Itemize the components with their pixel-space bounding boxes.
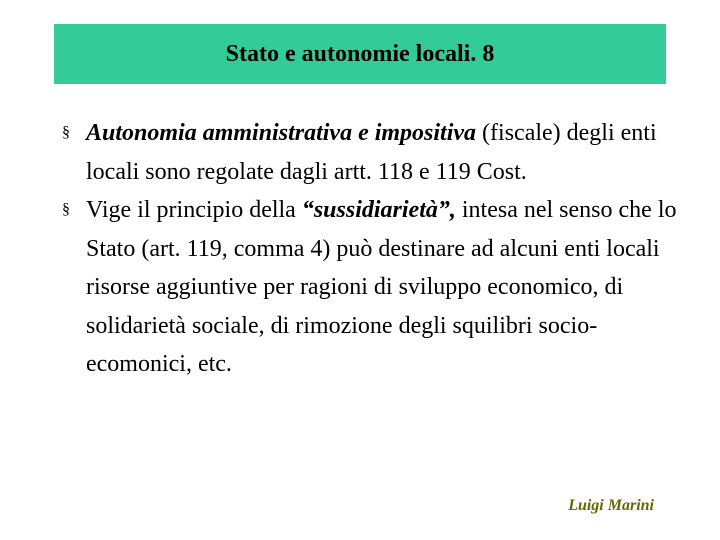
author-signature: Luigi Marini [568,497,654,514]
bullet-item-2 [62,191,702,384]
bullet-marker-icon: § [62,124,70,141]
bullet-2-emphasis: “sussidiarietà”, [301,197,456,223]
slide-title: Stato e autonomie locali. 8 [225,40,495,67]
title-bar [54,24,666,84]
bullet-list [62,114,702,384]
bullet-item-1 [62,114,702,191]
bullet-1-text: (fiscale) degli enti locali sono regolate dagli artt. 118 e 119 Cost. [86,120,657,185]
bullet-1-emphasis: Autonomia amministrativa e impositiva [86,120,477,146]
bullet-marker-icon: § [62,201,70,218]
bullet-2-text-after: intesa nel senso che lo Stato (art. 119, comma 4) può destinare ad alcuni enti locali risorse aggiuntive per ragioni di sviluppo economico, di solidarietà sociale, di rimozione degli squilibri socio-ecomonici, etc. [86,197,677,377]
bullet-2-text-before: Vige il principio della [86,197,302,223]
